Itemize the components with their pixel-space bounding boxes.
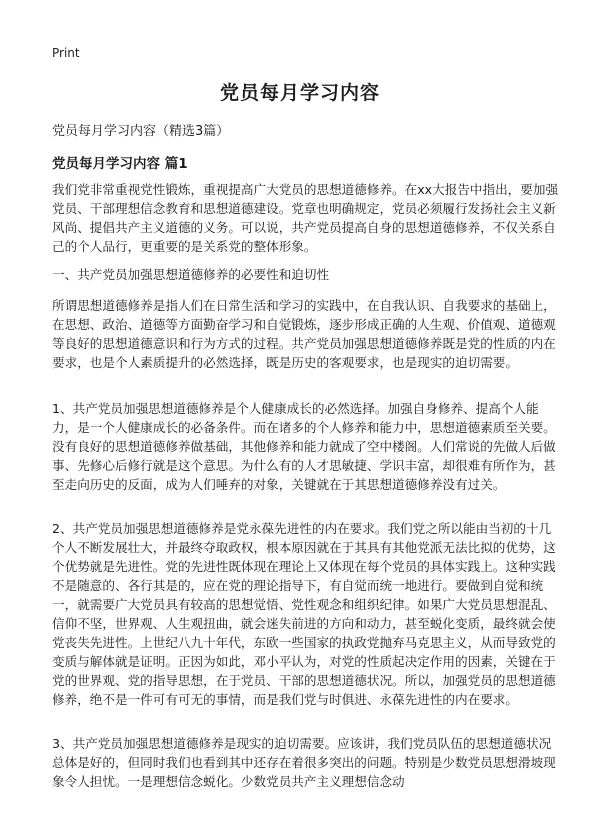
paragraph-definition: 所谓思想道德修养是指人们在日常生活和学习的实践中，在自我认识、自我要求的基础上，在思想、政治、道德等方面勤奋学习和自觉锻炼，逐步形成正确的人生观、价值观、道德观等良好的思想道德意识和行为方式的过程。共产党员加强思想道德修养既是党的性质的内在要求，也是个人素质提升的必然选择，既是历史的客观要求，也是现实的迫切需要。 [52, 298, 556, 370]
paragraph-point-2: 2、共产党员加强思想道德修养是党永葆先进性的内在要求。我们党之所以能由当初的十几个人不断发展壮大，并最终夺取政权，根本原因就在于其具有其他党派无法比拟的优势，这个优势就是先进性。党的先进性既体现在理论上又体现在每个党员的具体实践上。这种实践不是随意的、各行其是的，应在党的理论指导下，有自觉而统一地进行。要做到自觉和统一，就需要广大党员具有较高的思想觉悟、党性观念和组织纪律。如果广大党员思想混乱、信仰不坚，世界观、人生观扭曲，就会迷失前进的方向和动力，甚至蜕化变质，最终就会使党丧失先进性。上世纪八九十年代，东欧一些国家的执政党抛弃马克思主义，从而导致党的变质与解体就是证明。正因为如此，邓小平认为，对党的性质起决定作用的因素，关键在于党的世界观、党的指导思想，在于党员、干部的思想道德状况。所以，加强党员的思想道德修养，绝不是一件可有可无的事情，而是我们党与时俱进、永葆先进性的内在要求。 [52, 521, 556, 707]
document-subtitle: 党员每月学习内容（精选3篇） [52, 124, 230, 139]
paragraph-point-3: 3、共产党员加强思想道德修养是现实的迫切需要。应该讲，我们党员队伍的思想道德状况总体是好的，但同时我们也看到其中还存在着很多突出的问题。特别是少数党员思想滑坡现象令人担忧。一是理想信念蜕化。少数党员共产主义理想信念动 [52, 736, 556, 789]
print-link[interactable]: Print [52, 46, 80, 60]
page-title: 党员每月学习内容 [219, 82, 380, 104]
paragraph-heading-one: 一、共产党员加强思想道德修养的必要性和迫切性 [52, 267, 330, 282]
paragraph-intro: 我们党非常重视党性锻炼，重视提高广大党员的思想道德修养。在xx大报告中指出，要加强党员、干部理想信念教育和思想道德建设。党章也明确规定，党员必须履行发扬社会主义新风尚、提倡共产主义道德的义务。可以说，共产党员提高自身的思想道德修养，不仅关系自己的个人品行，更重要的是关系党的整体形象。 [52, 182, 559, 254]
section-heading: 党员每月学习内容 篇1 [52, 156, 188, 172]
paragraph-point-1: 1、共产党员加强思想道德修养是个人健康成长的必然选择。加强自身修养、提高个人能力，是一个人健康成长的必备条件。而在诸多的个人修养和能力中，思想道德素质至关要。没有良好的思想道德修养做基础，其他修养和能力就成了空中楼阁。人们常说的先做人后做事、先修心后修行就是这个意思。为什么有的人才思敏捷、学识丰富，却很难有所作为，甚至走向历史的反面，成为人们唾弃的对象，关键就在于其思想道德修养没有过关。 [52, 401, 556, 492]
